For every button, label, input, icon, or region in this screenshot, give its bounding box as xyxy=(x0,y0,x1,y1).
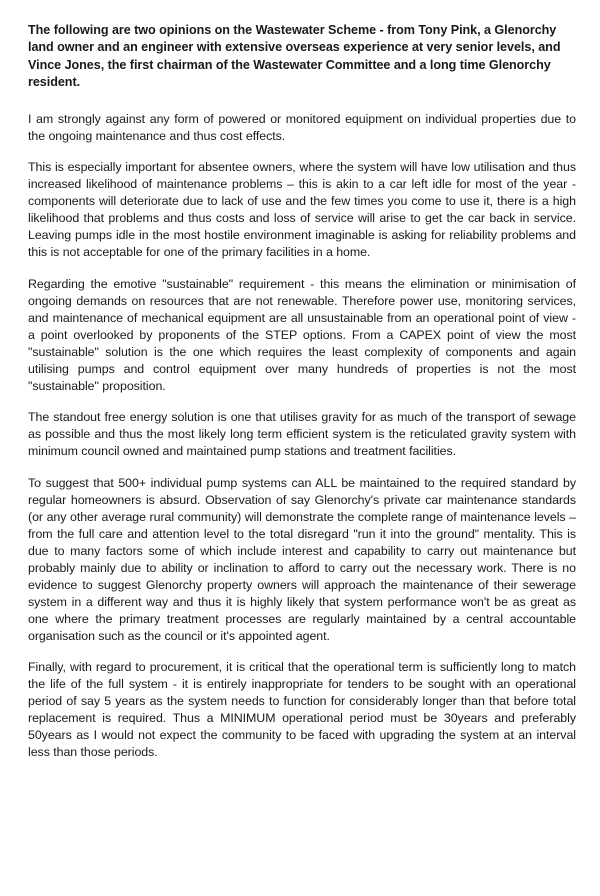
paragraph-6: Finally, with regard to procurement, it is critical that the operational term is sufficiently long to match the life of the full system - it is entirely inappropriate for tenders to be sought with an operational period of say 5 years as the system needs to function for considerably longer than that before total replacement is required. Thus a MINIMUM operational period must be 30years and preferably 50years as I would not expect the community to be faced with upgrading the system at an interval less than those periods. xyxy=(28,660,576,760)
intro-paragraph: The following are two opinions on the Wastewater Scheme - from Tony Pink, a Glenorchy land owner and an engineer with extensive overseas experience at very senior levels, and Vince Jones, the first chairman of the Wastewater Committee and a long time Glenorchy resident. xyxy=(28,23,561,90)
paragraph-4: The standout free energy solution is one that utilises gravity for as much of the transport of sewage as possible and thus the most likely long term efficient system is the reticulated gravity system with minimum council owned and maintained pump stations and treatment facilities. xyxy=(28,410,576,459)
paragraph-2: This is especially important for absentee owners, where the system will have low utilisation and thus increased likelihood of maintenance problems – this is akin to a car left idle for most of the year - components will deteriorate due to lack of use and the few times you come to use it, there is a high likelihood that problems and thus costs and loss of service will arise to get the car back in service. Leaving pumps idle in the most hostile environment imaginable is asking for reliability problems and this is not acceptable for one of the primary facilities in a home. xyxy=(28,160,576,260)
paragraph-1: I am strongly against any form of powered or monitored equipment on individual properties due to the ongoing maintenance and thus cost effects. xyxy=(28,111,576,143)
paragraph-3: Regarding the emotive "sustainable" requirement - this means the elimination or minimisation of ongoing demands on resources that are not renewable. Therefore power use, monitoring services, and maintenance of mechanical equipment are all unsustainable from an operational point of view - a point overlooked by proponents of the STEP options. From a CAPEX point of view the most "sustainable" solution is the one which requires the least complexity of components and again utilising pumps and control equipment over many hundreds of properties is not the most "sustainable" proposition. xyxy=(28,276,576,393)
document-page xyxy=(28,22,576,775)
paragraph-5: To suggest that 500+ individual pump systems can ALL be maintained to the required standard by regular homeowners is absurd. Observation of say Glenorchy's private car maintenance standards (or any other average rural community) will demonstrate the complete range of maintenance levels – from the full care and attention level to the total disregard "run it into the ground" mentality. This is due to many factors some of which include interest and capability to carry out maintenance but probably mainly due to ability or inclination to afford to carry out the necessary work. There is no evidence to suggest Glenorchy property owners will approach the maintenance of their sewerage system in a different way and thus it is highly likely that system performance won't be as great as one where the primary treatment processes are regularly maintained by a central accountable organisation such as the council or it's appointed agent. xyxy=(28,475,576,643)
